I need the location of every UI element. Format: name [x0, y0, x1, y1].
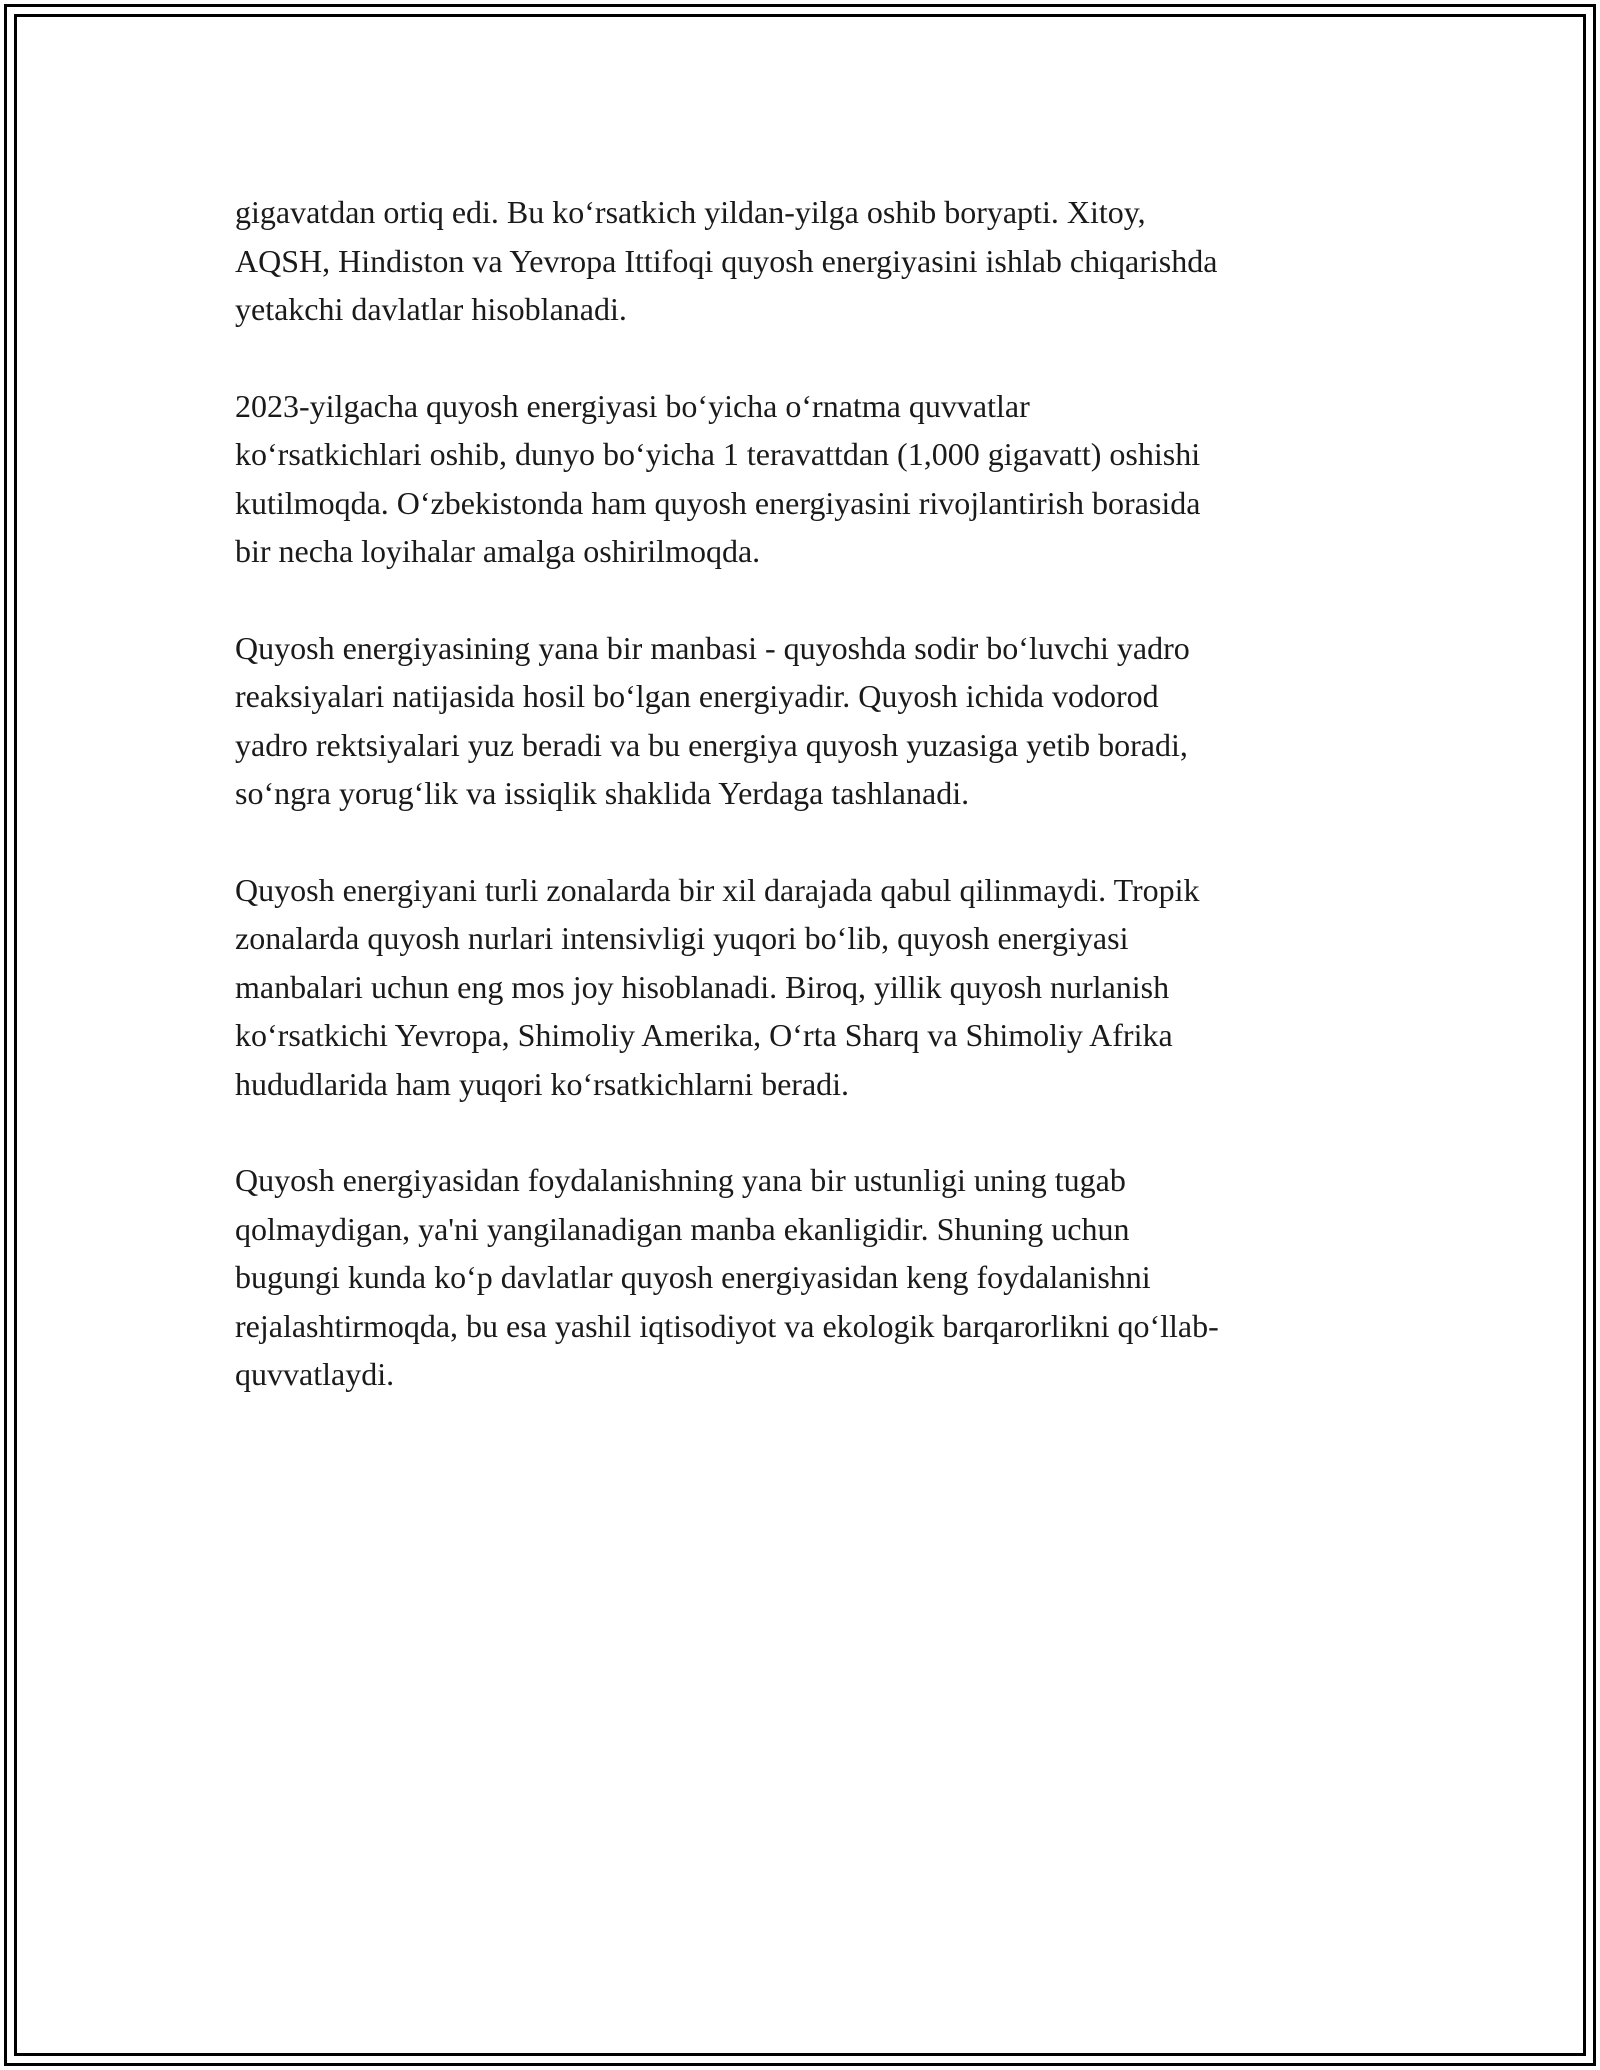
text-line: yetakchi davlatlar hisoblanadi.	[235, 291, 627, 327]
text-line: AQSH, Hindiston va Yevropa Ittifoqi quyosh energiyasini ishlab chiqarishda	[235, 242, 1218, 279]
text-line: Quyosh energiyasidan foydalanishning yana bir ustunligi uning tugab	[235, 1162, 1126, 1198]
text-line: koʻrsatkichlari oshib, dunyo boʻyicha 1 teravattdan (1,000 gigavatt) oshishi	[235, 436, 1201, 472]
text-line: 2023-yilgacha quyosh energiyasi boʻyicha oʻrnatma quvvatlar	[235, 387, 1030, 424]
paragraph-3	[235, 624, 1375, 818]
text-line: Quyosh energiyani turli zonalarda bir xil darajada qabul qilinmaydi. Tropik	[235, 871, 1200, 908]
text-line: reaksiyalari natijasida hosil boʻlgan energiyadir. Quyosh ichida vodorod	[235, 678, 1159, 714]
text-line: koʻrsatkichi Yevropa, Shimoliy Amerika, Oʻrta Sharq va Shimoliy Afrika	[235, 1017, 1173, 1053]
text-line: qolmaydigan, ya'ni yangilanadigan manba ekanligidir. Shuning uchun	[235, 1210, 1130, 1247]
text-line: bugungi kunda koʻp davlatlar quyosh energiyasidan keng foydalanishni	[235, 1259, 1151, 1295]
paragraph-4	[235, 866, 1375, 1109]
text-line: zonalarda quyosh nurlari intensivligi yuqori boʻlib, quyosh energiyasi	[235, 920, 1129, 956]
text-line: rejalashtirmoqda, bu esa yashil iqtisodiyot va ekologik barqarorlikni qoʻllab-	[235, 1307, 1219, 1344]
text-line: kutilmoqda. Oʻzbekistonda ham quyosh energiyasini rivojlantirish borasida	[235, 484, 1201, 521]
text-line: bir necha loyihalar amalga oshirilmoqda.	[235, 533, 761, 569]
paragraph-5	[235, 1156, 1375, 1399]
text-line: hududlarida ham yuqori koʻrsatkichlarni beradi.	[235, 1065, 850, 1102]
text-line: yadro rektsiyalari yuz beradi va bu energiya quyosh yuzasiga yetib boradi,	[235, 726, 1188, 763]
paragraph-1	[235, 188, 1375, 334]
paragraph-2	[235, 382, 1375, 576]
text-line: gigavatdan ortiq edi. Bu koʻrsatkich yildan-yilga oshib boryapti. Xitoy,	[235, 194, 1146, 230]
text-line: manbalari uchun eng mos joy hisoblanadi. Biroq, yillik quyosh nurlanish	[235, 968, 1170, 1005]
document-body	[235, 188, 1375, 1447]
text-line: Quyosh energiyasining yana bir manbasi - quyoshda sodir boʻluvchi yadro	[235, 629, 1190, 666]
text-line: quvvatlaydi.	[235, 1356, 395, 1392]
text-line: soʻngra yorugʻlik va issiqlik shaklida Yerdaga tashlanadi.	[235, 775, 970, 811]
